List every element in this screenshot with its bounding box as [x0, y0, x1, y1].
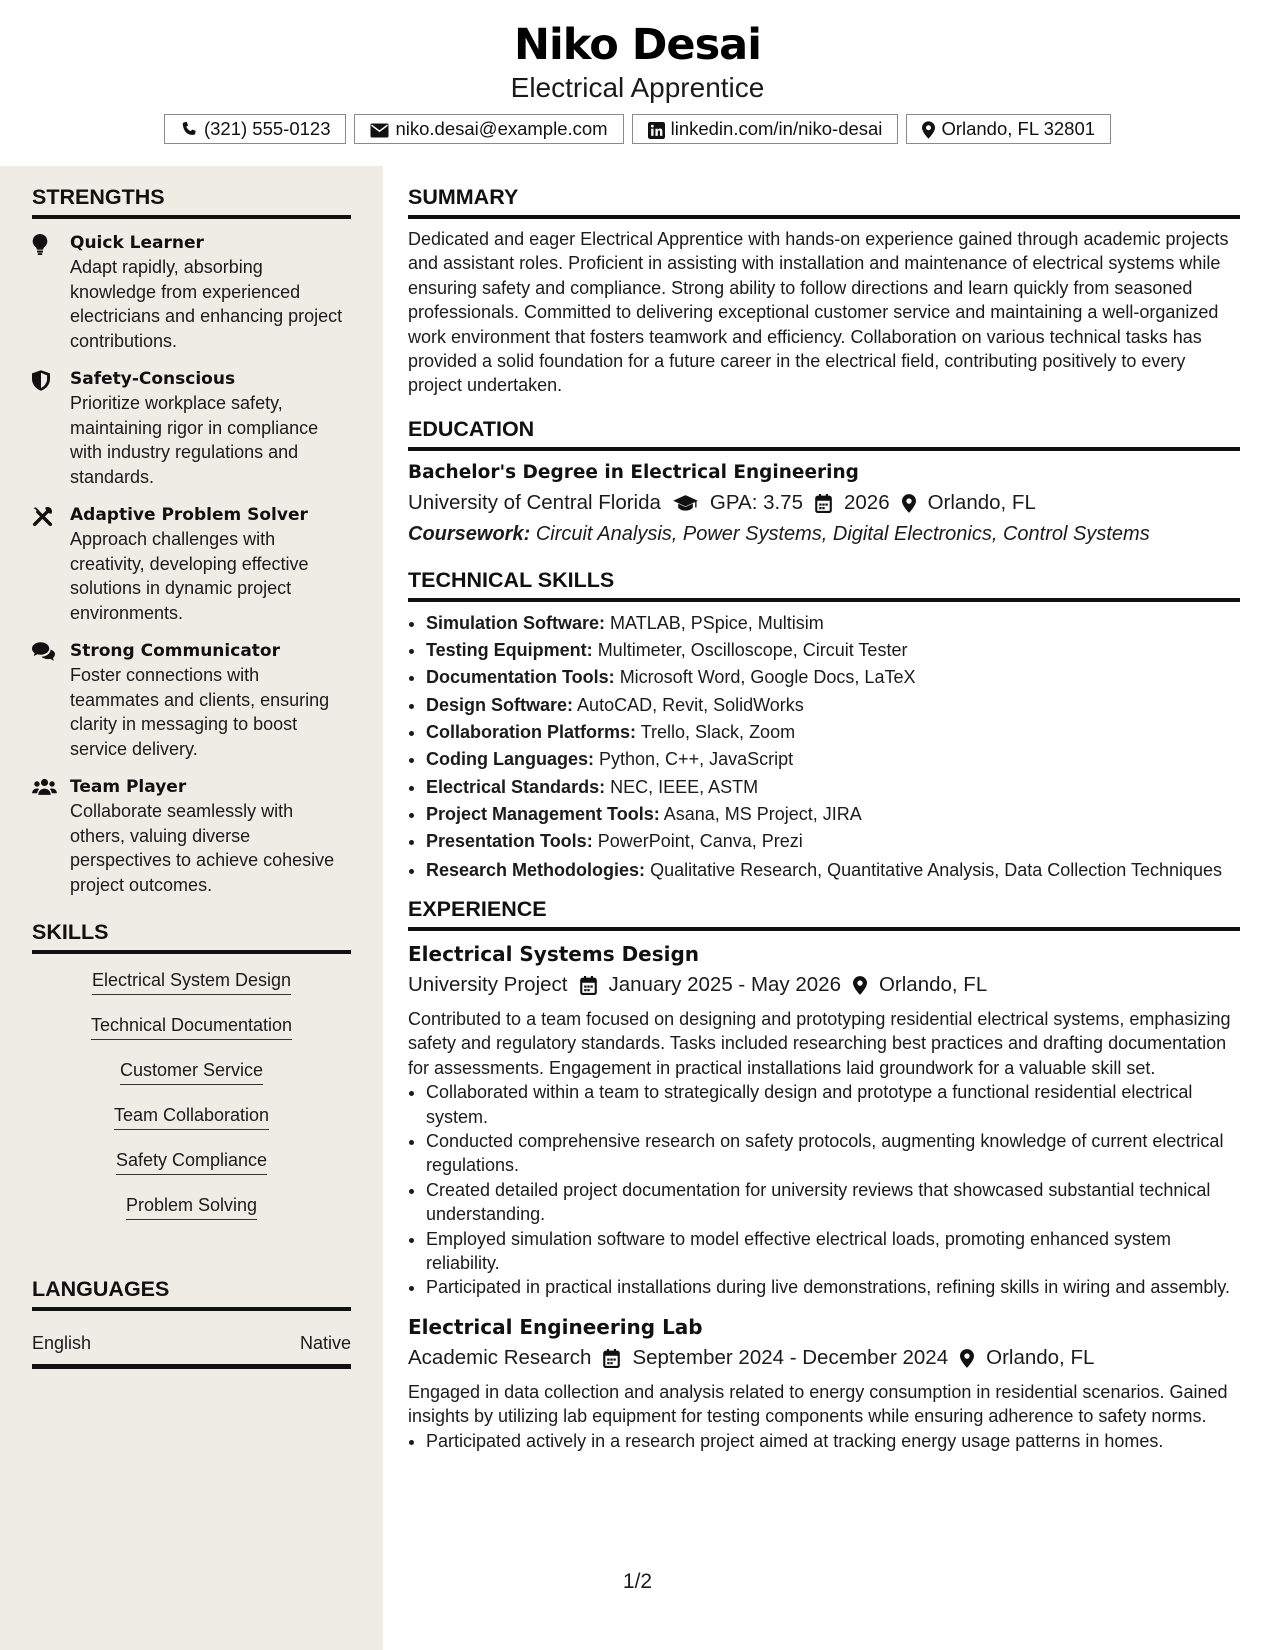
skill-item — [32, 1058, 351, 1103]
degree-title: Bachelor's Degree in Electrical Engineering — [408, 461, 859, 483]
tech-skill-value: MATLAB, PSpice, Multisim — [610, 612, 824, 633]
skill-label: Team Collaboration — [114, 1103, 269, 1130]
experience-location: Orlando, FL — [986, 1345, 1095, 1369]
skills-heading: SKILLS — [32, 917, 351, 954]
experience-description: Engaged in data collection and analysis related to energy consumption in residential scenarios. Gained insights by utilizing lab equipment for testing components while ensuring adherence to safety norms. — [408, 1381, 1228, 1427]
contact-linkedin[interactable] — [632, 114, 899, 144]
skill-item — [32, 1013, 351, 1058]
linkedin-text: linkedin.com/in/niko-desai — [670, 118, 883, 139]
tech-skill-item — [426, 719, 1240, 746]
strength-title: Adaptive Problem Solver — [70, 505, 308, 525]
strength-item — [32, 367, 351, 489]
experience-org: Academic Research — [408, 1345, 592, 1369]
strength-desc: Prioritize workplace safety, maintaining rigor in compliance with industry regulations and standards. — [70, 393, 319, 487]
map-pin-icon — [922, 118, 935, 140]
experience-bullet: • Collaborated within a team to strategically design and prototype a functional residential electrical system. — [426, 1080, 1240, 1129]
tech-skill-item — [426, 858, 1240, 882]
education-meta — [408, 487, 1240, 519]
tech-skill-value: Qualitative Research, Quantitative Analysis, Data Collection Techniques — [650, 859, 1223, 880]
technical-skills-heading: TECHNICAL SKILLS — [408, 565, 1240, 602]
sidebar — [0, 166, 383, 1650]
experience-dates: September 2024 - December 2024 — [632, 1345, 949, 1369]
experience-meta — [408, 969, 1240, 1001]
tech-skill-label: Electrical Standards: — [426, 776, 606, 797]
envelope-icon — [370, 118, 389, 140]
users-icon — [32, 775, 70, 897]
experience-meta — [408, 1342, 1240, 1374]
tech-skill-item — [426, 664, 1240, 691]
resume-role: Electrical Apprentice — [510, 72, 765, 103]
tech-skill-label: Testing Equipment: — [426, 640, 593, 661]
coursework-text: Circuit Analysis, Power Systems, Digital Electronics, Control Systems — [535, 522, 1150, 545]
skill-item — [32, 1103, 351, 1148]
experience-org: University Project — [408, 972, 568, 996]
skill-label: Problem Solving — [126, 1193, 257, 1220]
tech-skill-label: Simulation Software: — [426, 612, 606, 633]
tech-skill-item — [426, 774, 1240, 801]
tech-skill-value: NEC, IEEE, ASTM — [610, 776, 759, 797]
strengths-heading: STRENGTHS — [32, 182, 351, 219]
tech-skill-item — [426, 828, 1240, 855]
strength-item — [32, 639, 351, 761]
language-row — [32, 1333, 351, 1369]
language-level: Native — [299, 1333, 351, 1353]
main-column — [408, 182, 1240, 1453]
experience-entry — [408, 939, 1240, 1300]
calendar-icon — [815, 487, 832, 519]
map-pin-icon — [960, 1342, 974, 1374]
experience-entry — [408, 1312, 1240, 1453]
strength-title: Strong Communicator — [70, 641, 280, 661]
gpa-text: GPA: 3.75 — [709, 490, 803, 514]
tech-skill-item — [426, 746, 1240, 773]
experience-location: Orlando, FL — [878, 972, 988, 996]
tech-skill-item — [426, 610, 1240, 637]
experience-title: Electrical Engineering Lab — [408, 1314, 703, 1339]
skill-label: Safety Compliance — [116, 1148, 267, 1175]
coursework-label: Coursework: — [408, 522, 531, 545]
experience-title: Electrical Systems Design — [408, 941, 700, 966]
strength-title: Safety-Conscious — [70, 369, 236, 389]
tech-skill-value: Microsoft Word, Google Docs, LaTeX — [619, 667, 916, 688]
graduation-year: 2026 — [843, 490, 890, 514]
coursework-line — [408, 519, 1240, 549]
experience-bullets — [408, 1429, 1240, 1453]
tech-skill-label: Collaboration Platforms: — [426, 722, 637, 743]
contact-email[interactable] — [354, 114, 623, 144]
contact-location[interactable] — [906, 114, 1111, 144]
page-number: 1/2 — [622, 1570, 653, 1593]
phone-icon — [180, 118, 198, 140]
experience-bullet: • Created detailed project documentation for university reviews that showcased substantial technical understanding. — [426, 1178, 1240, 1227]
strength-desc: Approach challenges with creativity, developing effective solutions in dynamic project environments. — [70, 529, 309, 623]
tech-skill-value: Asana, MS Project, JIRA — [663, 803, 862, 824]
experience-bullet: • Participated actively in a research project aimed at tracking energy usage patterns in homes. — [426, 1429, 1240, 1453]
calendar-icon — [603, 1342, 620, 1374]
lightbulb-icon — [32, 231, 70, 353]
tools-icon — [32, 503, 70, 625]
summary-heading: SUMMARY — [408, 182, 1240, 219]
location-text: Orlando, FL 32801 — [941, 118, 1096, 139]
map-pin-icon — [902, 487, 916, 519]
skill-label: Customer Service — [120, 1058, 263, 1085]
experience-description: Contributed to a team focused on designing and prototyping residential electrical systems, emphasizing safety and regulatory standards. Tasks included researching best practices and drafting documentation for assessments. Engagement in practical installations laid groundwork for a valuable skill set. — [408, 1008, 1231, 1078]
tech-skill-label: Presentation Tools: — [426, 831, 593, 852]
skill-item — [32, 1148, 351, 1193]
strength-desc: Foster connections with teammates and clients, ensuring clarity in messaging to boost service delivery. — [70, 665, 330, 759]
tech-skill-label: Documentation Tools: — [426, 667, 615, 688]
calendar-icon — [580, 969, 597, 1001]
education-heading: EDUCATION — [408, 414, 1240, 451]
linkedin-icon — [648, 118, 665, 140]
experience-bullet: • Conducted comprehensive research on safety protocols, augmenting knowledge of current electrical regulations. — [426, 1129, 1240, 1178]
experience-bullets — [408, 1080, 1240, 1300]
strength-desc: Adapt rapidly, absorbing knowledge from experienced electricians and enhancing project contributions. — [70, 257, 343, 351]
experience-bullet: • Employed simulation software to model effective electrical loads, promoting enhanced system reliability. — [426, 1227, 1240, 1276]
skill-label: Technical Documentation — [91, 1013, 292, 1040]
languages-heading: LANGUAGES — [32, 1274, 351, 1311]
tech-skill-item — [426, 637, 1240, 664]
strength-title: Team Player — [70, 777, 187, 797]
strengths-list — [32, 231, 351, 897]
tech-skill-value: AutoCAD, Revit, SolidWorks — [577, 694, 804, 715]
strength-title: Quick Learner — [70, 233, 204, 253]
tech-skill-value: Python, C++, JavaScript — [599, 749, 794, 770]
tech-skill-label: Project Management Tools: — [426, 803, 660, 824]
phone-text: (321) 555-0123 — [203, 118, 331, 139]
skills-list — [32, 968, 351, 1238]
summary-text: Dedicated and eager Electrical Apprentice with hands-on experience gained through academic projects and assistant roles. Proficient in assisting with installation and maintenance of electrical systems while ensuring safety and compliance. Strong ability to follow directions and learn quickly from seasoned professionals. Committed to delivering exceptional customer service and maintaining a well-organized work environment that fosters teamwork and efficiency. Collaboration on various technical tasks has provided a solid foundation for a future career in the electrical field, contributing positively to every project undertaken. — [408, 229, 1229, 396]
strength-desc: Collaborate seamlessly with others, valuing diverse perspectives to achieve cohesive project outcomes. — [70, 801, 335, 895]
education-location: Orlando, FL — [927, 490, 1036, 514]
experience-bullet: • Participated in practical installations during live demonstrations, refining skills in wiring and assembly. — [426, 1275, 1240, 1299]
tech-skill-value: Multimeter, Oscilloscope, Circuit Tester — [597, 640, 908, 661]
tech-skill-label: Research Methodologies: — [426, 859, 646, 880]
technical-skills-list — [408, 610, 1240, 882]
tech-skill-item — [426, 801, 1240, 828]
tech-skill-item — [426, 692, 1240, 719]
skill-label: Electrical System Design — [92, 968, 291, 995]
strength-item — [32, 231, 351, 353]
contact-phone[interactable] — [164, 114, 347, 144]
tech-skill-value: PowerPoint, Canva, Prezi — [597, 831, 803, 852]
tech-skill-label: Design Software: — [426, 694, 574, 715]
graduation-cap-icon — [673, 487, 698, 519]
email-text: niko.desai@example.com — [395, 118, 608, 139]
strength-item — [32, 775, 351, 897]
map-pin-icon — [853, 969, 867, 1001]
experience-dates: January 2025 - May 2026 — [608, 972, 841, 996]
resume-name: Niko Desai — [514, 20, 761, 70]
skill-item — [32, 968, 351, 1013]
tech-skill-label: Coding Languages: — [426, 749, 594, 770]
experience-heading: EXPERIENCE — [408, 894, 1240, 931]
comments-icon — [32, 639, 70, 761]
skill-item — [32, 1193, 351, 1238]
school-name: University of Central Florida — [408, 490, 661, 514]
language-name: English — [32, 1333, 92, 1353]
shield-icon — [32, 367, 70, 489]
contact-bar — [0, 114, 1275, 144]
strength-item — [32, 503, 351, 625]
tech-skill-value: Trello, Slack, Zoom — [640, 722, 796, 743]
